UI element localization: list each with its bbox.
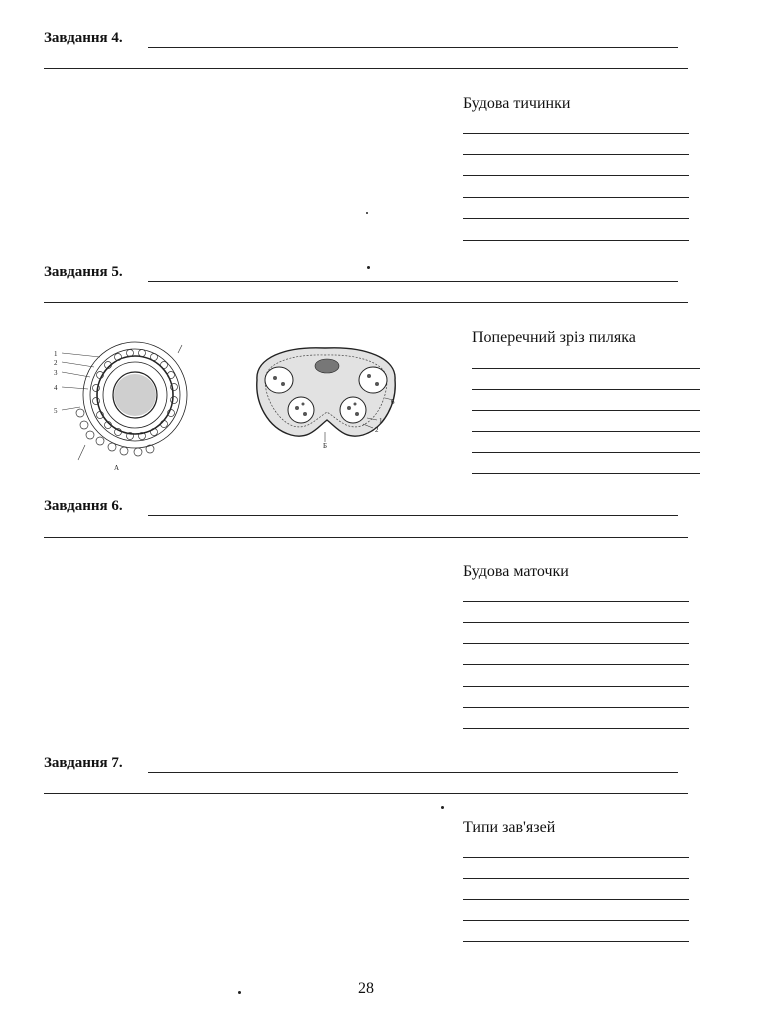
print-speck xyxy=(441,806,444,809)
caption-line[interactable] xyxy=(463,643,689,644)
caption-line[interactable] xyxy=(463,664,689,665)
task-6-caption: Будова маточки xyxy=(463,563,569,580)
task-5-label: Завдання 5. xyxy=(44,264,123,280)
fig-b-label-6: 6 xyxy=(391,398,395,406)
fig-a-label-5: 5 xyxy=(54,407,58,415)
fig-a-label-2: 2 xyxy=(54,359,58,367)
print-speck xyxy=(367,266,370,269)
task-7-caption: Типи зав'язей xyxy=(463,819,556,836)
caption-line[interactable] xyxy=(463,878,689,879)
task-5-caption: Поперечний зріз пиляка xyxy=(472,329,636,346)
print-speck xyxy=(366,212,368,214)
caption-line[interactable] xyxy=(472,431,700,432)
task-5-answer-line-2[interactable] xyxy=(44,302,688,303)
caption-line[interactable] xyxy=(463,941,689,942)
fig-a-label-4: 4 xyxy=(54,384,58,392)
fig-a-label-1: 1 xyxy=(54,350,58,358)
task-6-answer-line[interactable] xyxy=(148,515,678,516)
caption-line[interactable] xyxy=(472,410,700,411)
caption-line[interactable] xyxy=(463,686,689,687)
caption-line[interactable] xyxy=(463,920,689,921)
caption-line[interactable] xyxy=(463,175,689,176)
task-4-label: Завдання 4. xyxy=(44,30,123,46)
caption-line[interactable] xyxy=(472,452,700,453)
caption-line[interactable] xyxy=(463,240,689,241)
task-7-answer-line-2[interactable] xyxy=(44,793,688,794)
caption-line[interactable] xyxy=(463,728,689,729)
task-6-label: Завдання 6. xyxy=(44,498,123,514)
caption-line[interactable] xyxy=(472,389,700,390)
caption-line[interactable] xyxy=(463,707,689,708)
caption-line[interactable] xyxy=(463,899,689,900)
anther-section-figure-b xyxy=(245,340,405,450)
fig-a-label-3: 3 xyxy=(54,369,58,377)
task-4-answer-line-2[interactable] xyxy=(44,68,688,69)
task-6-answer-line-2[interactable] xyxy=(44,537,688,538)
caption-line[interactable] xyxy=(463,601,689,602)
caption-line[interactable] xyxy=(463,218,689,219)
caption-line[interactable] xyxy=(463,154,689,155)
anther-section-figure-a xyxy=(50,335,200,475)
fig-b-label-1: 1 xyxy=(379,417,383,425)
caption-line[interactable] xyxy=(463,197,689,198)
caption-line[interactable] xyxy=(463,133,689,134)
fig-a-sublabel: А xyxy=(114,464,120,472)
caption-line[interactable] xyxy=(463,622,689,623)
task-4-answer-line[interactable] xyxy=(148,47,678,48)
fig-b-label-2: 2 xyxy=(375,426,379,434)
task-7-label: Завдання 7. xyxy=(44,755,123,771)
page-number: 28 xyxy=(358,980,374,997)
fig-b-sublabel: Б xyxy=(323,442,328,450)
print-speck xyxy=(238,991,241,994)
task-7-answer-line[interactable] xyxy=(148,772,678,773)
task-4-caption: Будова тичинки xyxy=(463,95,571,112)
caption-line[interactable] xyxy=(472,368,700,369)
caption-line[interactable] xyxy=(463,857,689,858)
task-5-answer-line[interactable] xyxy=(148,281,678,282)
caption-line[interactable] xyxy=(472,473,700,474)
